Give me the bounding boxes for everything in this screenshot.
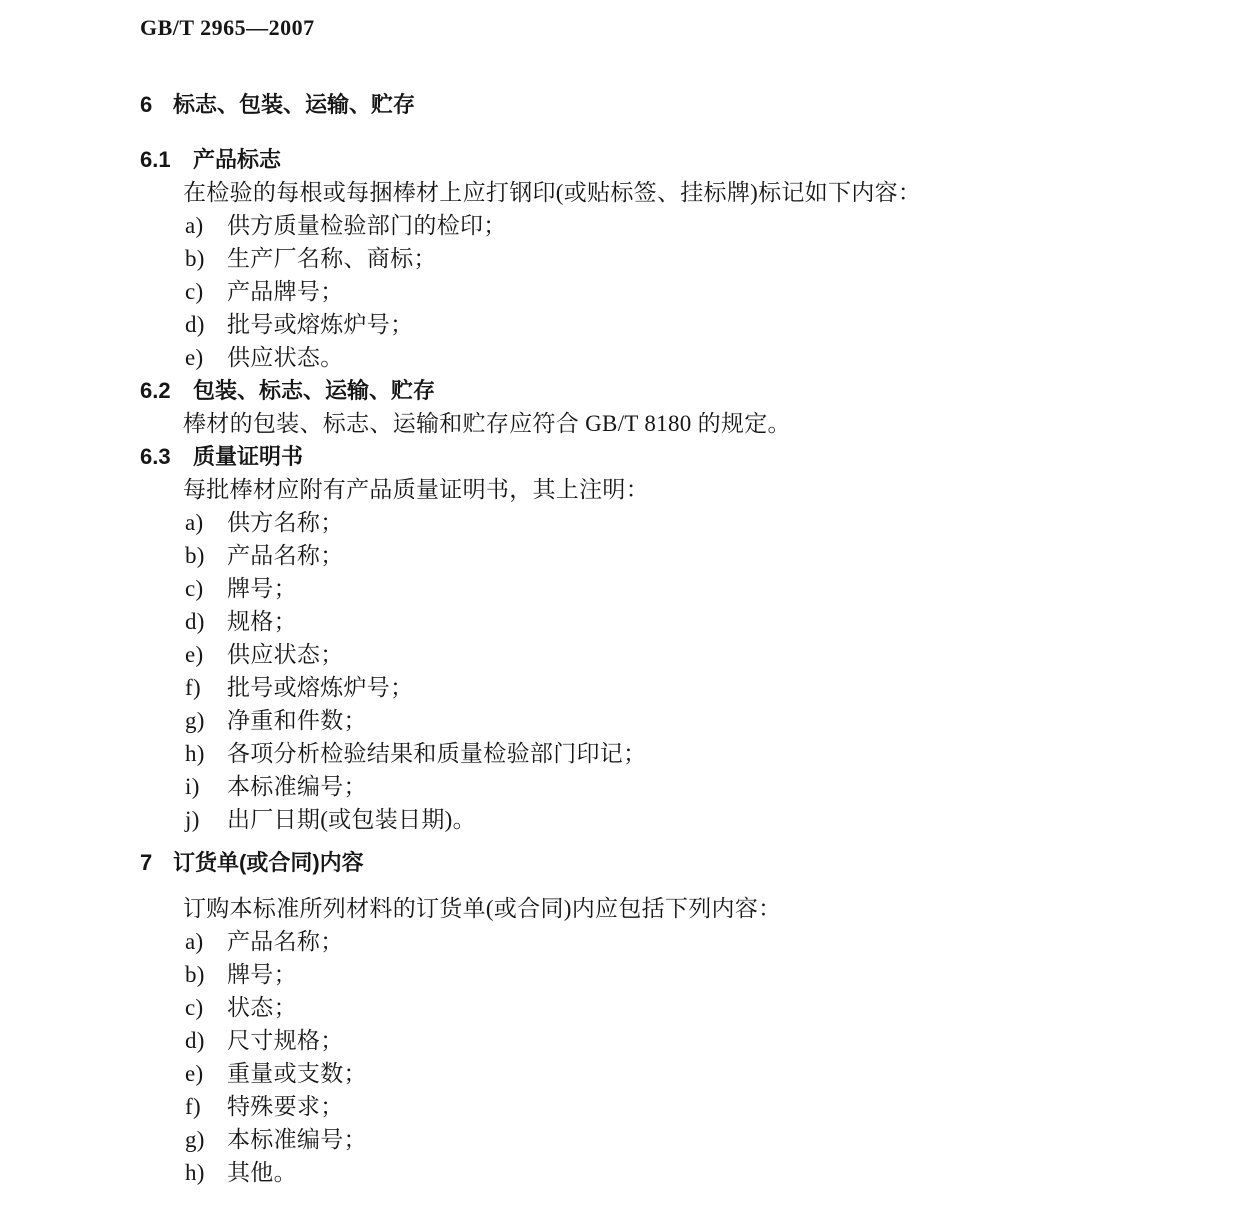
list-item-text: 产品名称； [227,929,344,954]
list-item-text: 供应状态； [227,642,344,667]
list-item-text: 其他。 [227,1160,297,1185]
list-item-text: 批号或熔炼炉号； [227,312,414,337]
list-item-text: 供应状态。 [227,345,344,370]
list-item-label: a) [185,929,204,954]
list-item [185,209,1180,242]
section-title: 标志、包装、运输、贮存 [173,92,416,117]
list-item-label: b) [185,962,205,987]
section-7-heading [140,848,1180,878]
list-item [185,1090,1180,1123]
list-item [185,671,1180,704]
list-item [185,605,1180,638]
subsection-title: 产品标志 [193,147,282,172]
section-title: 订货单(或合同)内容 [173,850,364,875]
list-item [185,242,1180,275]
list-item-label: b) [185,246,205,271]
list-item-label: c) [185,995,204,1020]
list-item-text: 尺寸规格； [227,1028,344,1053]
list-item [185,1024,1180,1057]
list-item-text: 特殊要求； [227,1094,344,1119]
list-item-label: c) [185,576,204,601]
list-item [185,275,1180,308]
standard-code: GB/T 2965—2007 [140,15,315,40]
section-6-heading [140,90,1180,120]
section-number: 7 [140,850,153,875]
list-item-text: 重量或支数； [227,1061,367,1086]
list-item-label: g) [185,708,205,733]
list-item-text: 产品名称； [227,543,344,568]
list-item-label: j) [185,807,200,832]
paragraph: 在检验的每根或每捆棒材上应打钢印(或贴标签、挂标牌)标记如下内容： [183,180,922,205]
list-item [185,638,1180,671]
list-item-label: b) [185,543,205,568]
list-item-text: 各项分析检验结果和质量检验部门印记； [227,741,647,766]
list-item-text: 产品牌号； [227,279,344,304]
list-item-label: e) [185,345,204,370]
list-item [185,704,1180,737]
subsection-number: 6.2 [140,378,171,403]
list-item-text: 本标准编号； [227,1127,367,1152]
list-item-text: 净重和件数； [227,708,367,733]
list-item-text: 状态； [227,995,297,1020]
list-item-label: e) [185,1061,204,1086]
subsection-6-3-heading [140,440,1180,473]
list-item [185,341,1180,374]
list-item-label: h) [185,1160,205,1185]
paragraph: 棒材的包装、标志、运输和贮存应符合 GB/T 8180 的规定。 [183,411,791,436]
list-item [185,1156,1180,1189]
list-item [185,1123,1180,1156]
list-item-label: e) [185,642,204,667]
list-item [185,803,1180,836]
list-item-label: a) [185,510,204,535]
list-item-label: i) [185,774,200,799]
list-item [185,925,1180,958]
list-item-label: h) [185,741,205,766]
list-item-label: g) [185,1127,205,1152]
list-item [185,539,1180,572]
list-item-text: 供方质量检验部门的检印； [227,213,507,238]
subsection-title: 包装、标志、运输、贮存 [193,378,436,403]
list-item-label: c) [185,279,204,304]
list-item-text: 规格； [227,609,297,634]
list-item [185,308,1180,341]
list-item-text: 牌号； [227,962,297,987]
list-item-text: 供方名称； [227,510,344,535]
section-number: 6 [140,92,153,117]
subsection-number: 6.1 [140,147,171,172]
list-item [185,572,1180,605]
subsection-title: 质量证明书 [193,444,304,469]
paragraph: 订购本标准所列材料的订货单(或合同)内应包括下列内容： [183,896,782,921]
list-item [185,770,1180,803]
list-item-label: d) [185,1028,205,1053]
list-item [185,958,1180,991]
list-item-text: 生产厂名称、商标； [227,246,437,271]
list-item-label: f) [185,1094,201,1119]
subsection-6-2-heading [140,374,1180,407]
list-item-text: 出厂日期(或包装日期)。 [227,807,476,832]
list-item-label: d) [185,312,205,337]
list-item-label: a) [185,213,204,238]
list-item [185,991,1180,1024]
list-item-label: f) [185,675,201,700]
list-item-text: 牌号； [227,576,297,601]
list-item-text: 本标准编号； [227,774,367,799]
paragraph: 每批棒材应附有产品质量证明书，其上注明： [183,477,649,502]
subsection-number: 6.3 [140,444,171,469]
list-item-text: 批号或熔炼炉号； [227,675,414,700]
list-item [185,737,1180,770]
list-item [185,1057,1180,1090]
subsection-6-1-heading [140,143,1180,176]
list-item [185,506,1180,539]
list-item-label: d) [185,609,205,634]
